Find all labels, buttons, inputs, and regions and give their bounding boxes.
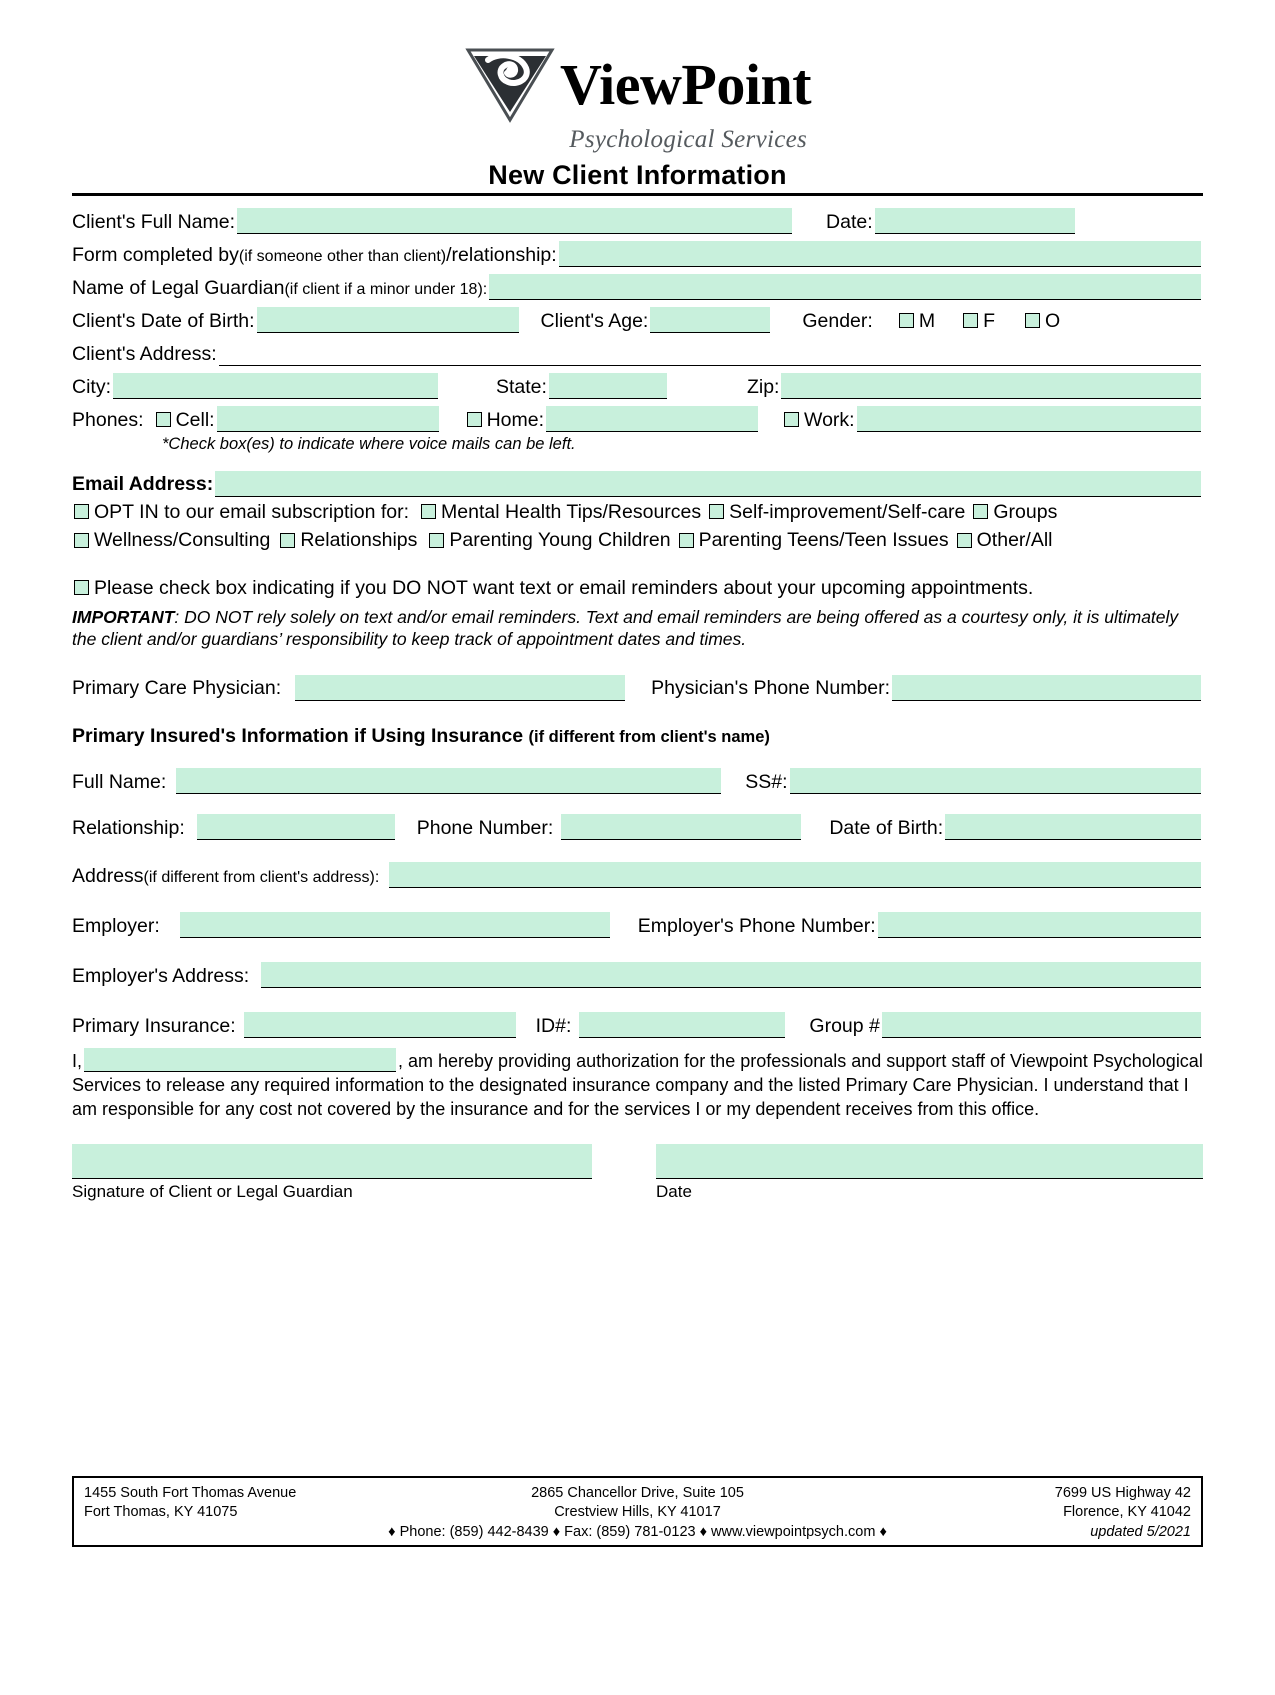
zip-label: Zip: [746, 375, 780, 398]
legal-guardian-input[interactable] [489, 274, 1201, 300]
authorization-name-input[interactable] [84, 1048, 396, 1072]
gender-f-option[interactable] [961, 309, 995, 334]
row-insured-name [72, 768, 1203, 794]
logo-tagline: Psychological Services [569, 126, 808, 153]
optin-item-0[interactable] [419, 500, 702, 525]
pcp-input[interactable] [295, 675, 625, 701]
row-form-completed-by [72, 241, 1203, 267]
insured-dob-input[interactable] [945, 814, 1201, 840]
row-employer [72, 912, 1203, 938]
optin-item-3[interactable] [72, 531, 270, 553]
row-optin-2 [72, 531, 1203, 553]
ss-label: SS#: [745, 770, 788, 793]
row-insured-relationship [72, 814, 1203, 840]
primary-insurance-label: Primary Insurance: [72, 1014, 236, 1037]
gender-o-label: O [1044, 309, 1061, 332]
document-page [0, 46, 1275, 1695]
row-legal-guardian [72, 274, 1203, 300]
optin-item-2[interactable] [971, 500, 1058, 525]
row-primary-insurance [72, 1012, 1203, 1038]
row-insured-address [72, 862, 1203, 888]
employer-phone-input[interactable] [878, 912, 1201, 938]
optin-item-5[interactable] [427, 531, 670, 553]
employer-address-input[interactable] [261, 962, 1201, 988]
footer-loc3-line2: Florence, KY 41042 [1063, 1504, 1191, 1521]
id-input[interactable] [579, 1012, 785, 1038]
logo-wordmark: ViewPoint [559, 52, 812, 117]
checkbox-icon[interactable] [899, 313, 914, 328]
checkbox-icon[interactable] [1025, 313, 1040, 328]
checkbox-icon[interactable] [74, 504, 89, 519]
page-title: New Client Information [488, 160, 787, 190]
insured-dob-label: Date of Birth: [829, 816, 944, 839]
checkbox-icon[interactable] [467, 412, 482, 427]
logo [72, 46, 1203, 154]
city-input[interactable] [113, 373, 438, 399]
authorization-text: , am hereby providing authorization for the professionals and support staff of Viewpoint Psychological Services to release any required information to the designated insurance company and the listed Primary Care Physician. I understand that I am responsible for any cost not covered by the insurance and for the services I or my dependent receives from this office. [72, 1051, 1203, 1120]
gender-m-label: M [918, 309, 936, 332]
insurance-heading [72, 724, 1203, 747]
row-email [72, 471, 1203, 497]
optin-item-label: Relationships [300, 529, 418, 551]
footer-loc2-line2: Crestview Hills, KY 41017 [554, 1504, 721, 1521]
footer-loc3-line1: 7699 US Highway 42 [1054, 1485, 1191, 1502]
group-label: Group # [809, 1014, 880, 1037]
gender-label: Gender: [802, 309, 873, 332]
row-optin-1 [72, 500, 1203, 525]
insured-relationship-label: Relationship: [72, 816, 185, 839]
checkbox-icon[interactable] [963, 313, 978, 328]
footer [72, 1476, 1203, 1547]
signature-date-input[interactable] [656, 1144, 1203, 1179]
form-completed-by-paren: (if someone other than client) [238, 248, 447, 265]
checkbox-icon[interactable] [957, 533, 972, 548]
group-input[interactable] [882, 1012, 1201, 1038]
date-label: Date: [826, 210, 873, 233]
row-client-address [72, 340, 1203, 366]
optin-item-7[interactable] [955, 531, 1053, 553]
row-city-state-zip [72, 373, 1203, 399]
row-dob-age-gender [72, 307, 1203, 333]
physician-phone-input[interactable] [892, 675, 1201, 701]
client-full-name-label: Client's Full Name: [72, 210, 236, 233]
important-label: IMPORTANT [72, 607, 175, 627]
optin-item-label: Self-improvement/Self-care [729, 500, 966, 523]
legal-guardian-label: Name of Legal Guardian [72, 276, 285, 299]
authorization-paragraph [72, 1048, 1203, 1122]
employer-input[interactable] [180, 912, 610, 938]
insurance-heading-main: Primary Insured's Information if Using Insurance [72, 724, 529, 747]
insured-address-input[interactable] [389, 862, 1201, 888]
zip-input[interactable] [781, 373, 1201, 399]
checkbox-icon[interactable] [429, 533, 444, 548]
cell-voicemail-option[interactable] [154, 408, 215, 433]
phones-label: Phones: [72, 408, 144, 431]
footer-updated: updated 5/2021 [1090, 1524, 1191, 1540]
primary-insurance-input[interactable] [244, 1012, 516, 1038]
optin-item-6[interactable] [677, 531, 949, 553]
important-paragraph [72, 606, 1203, 651]
dob-label: Client's Date of Birth: [72, 309, 255, 332]
employer-phone-label: Employer's Phone Number: [637, 914, 876, 937]
footer-loc2-line1: 2865 Chancellor Drive, Suite 105 [531, 1485, 744, 1502]
checkbox-icon[interactable] [784, 412, 799, 427]
checkbox-icon[interactable] [74, 533, 89, 548]
row-pcp [72, 675, 1203, 701]
insurance-heading-sub: (if different from client's name) [528, 727, 770, 746]
pcp-label: Primary Care Physician: [72, 677, 282, 700]
home-voicemail-option[interactable] [465, 408, 545, 433]
signature-input[interactable] [72, 1144, 592, 1179]
optin-item-label: Wellness/Consulting [94, 529, 271, 551]
insured-full-name-input[interactable] [176, 768, 721, 794]
checkbox-icon[interactable] [679, 533, 694, 548]
row-no-reminders [72, 576, 1203, 601]
ss-input[interactable] [790, 768, 1201, 794]
optin-item-1[interactable] [707, 500, 966, 525]
optin-item-label: Mental Health Tips/Resources [441, 500, 702, 523]
gender-f-label: F [983, 309, 995, 332]
email-label: Email Address: [72, 473, 214, 495]
work-input[interactable] [857, 406, 1201, 432]
form-body [72, 208, 1203, 1200]
legal-guardian-paren: (if client if a minor under 18): [284, 281, 488, 298]
city-label: City: [72, 375, 111, 398]
home-label: Home: [486, 408, 545, 431]
optin-label: OPT IN to our email subscription for: [94, 500, 410, 523]
viewpoint-logo-icon [464, 46, 556, 124]
checkbox-icon[interactable] [280, 533, 295, 548]
cell-input[interactable] [217, 406, 439, 432]
important-text: : DO NOT rely solely on text and/or email reminders. Text and email reminders are being offered as a courtesy only, it is ultimately the client and/or guardians’ responsibility to keep track of appointment dates and times. [72, 607, 1179, 650]
voicemail-note: *Check box(es) to indicate where voice mails can be left. [162, 435, 576, 453]
date-input[interactable] [875, 208, 1075, 234]
footer-contact: ♦ Phone: (859) 442-8439 ♦ Fax: (859) 781-0123 ♦ www.viewpointpsych.com ♦ [388, 1524, 887, 1540]
gender-m-option[interactable] [897, 309, 936, 334]
no-reminders-label: Please check box indicating if you DO NOT want text or email reminders about your upcoming appointments. [94, 576, 1034, 599]
state-input[interactable] [549, 373, 667, 399]
optin-item-label: Parenting Teens/Teen Issues [698, 529, 949, 551]
footer-location-1 [84, 1484, 449, 1522]
dob-input[interactable] [257, 307, 519, 333]
form-completed-by-label: Form completed by [72, 243, 239, 266]
insured-phone-label: Phone Number: [416, 816, 554, 839]
employer-label: Employer: [72, 914, 160, 937]
footer-location-3 [826, 1484, 1191, 1522]
work-voicemail-option[interactable] [782, 408, 855, 433]
client-address-label: Client's Address: [72, 342, 217, 365]
checkbox-icon[interactable] [709, 504, 724, 519]
client-full-name-input[interactable] [237, 208, 792, 234]
footer-loc1-line1: 1455 South Fort Thomas Avenue [84, 1485, 297, 1502]
gender-o-option[interactable] [1023, 309, 1061, 334]
insured-full-name-label: Full Name: [72, 770, 167, 793]
checkbox-icon[interactable] [74, 580, 89, 595]
row-employer-address [72, 962, 1203, 988]
work-label: Work: [804, 408, 855, 431]
insured-address-label: Address [72, 864, 144, 887]
physician-phone-label: Physician's Phone Number: [651, 677, 891, 700]
insured-address-paren: (if different from client's address): [143, 869, 380, 887]
optin-master-option[interactable] [72, 500, 410, 525]
relationship-suffix-label: /relationship: [446, 243, 557, 266]
checkbox-icon[interactable] [421, 504, 436, 519]
optin-item-4[interactable] [278, 531, 417, 553]
signature-row [72, 1144, 1203, 1200]
cell-label: Cell: [175, 408, 215, 431]
page-title-wrap [72, 160, 1203, 196]
age-label: Client's Age: [540, 309, 649, 332]
checkbox-icon[interactable] [156, 412, 171, 427]
age-input[interactable] [650, 307, 770, 333]
optin-item-label: Parenting Young Children [449, 529, 671, 551]
signature-date-label: Date [656, 1182, 692, 1202]
home-input[interactable] [546, 406, 758, 432]
row-phones [72, 406, 1203, 432]
insured-phone-input[interactable] [561, 814, 801, 840]
footer-location-2 [455, 1484, 820, 1522]
authorization-prefix: I, [72, 1051, 83, 1072]
id-label: ID#: [535, 1014, 572, 1037]
checkbox-icon[interactable] [973, 504, 988, 519]
no-reminders-option[interactable] [72, 576, 1034, 601]
optin-item-label: Other/All [976, 529, 1053, 551]
state-label: State: [496, 375, 547, 398]
form-completed-by-input[interactable] [559, 241, 1201, 267]
employer-address-label: Employer's Address: [72, 964, 250, 987]
insured-relationship-input[interactable] [197, 814, 395, 840]
footer-loc1-line2: Fort Thomas, KY 41075 [84, 1504, 238, 1521]
signature-label: Signature of Client or Legal Guardian [72, 1182, 353, 1202]
row-client-name [72, 208, 1203, 234]
email-input[interactable] [215, 471, 1201, 497]
optin-item-label: Groups [993, 500, 1058, 523]
client-address-input[interactable] [219, 340, 1201, 366]
